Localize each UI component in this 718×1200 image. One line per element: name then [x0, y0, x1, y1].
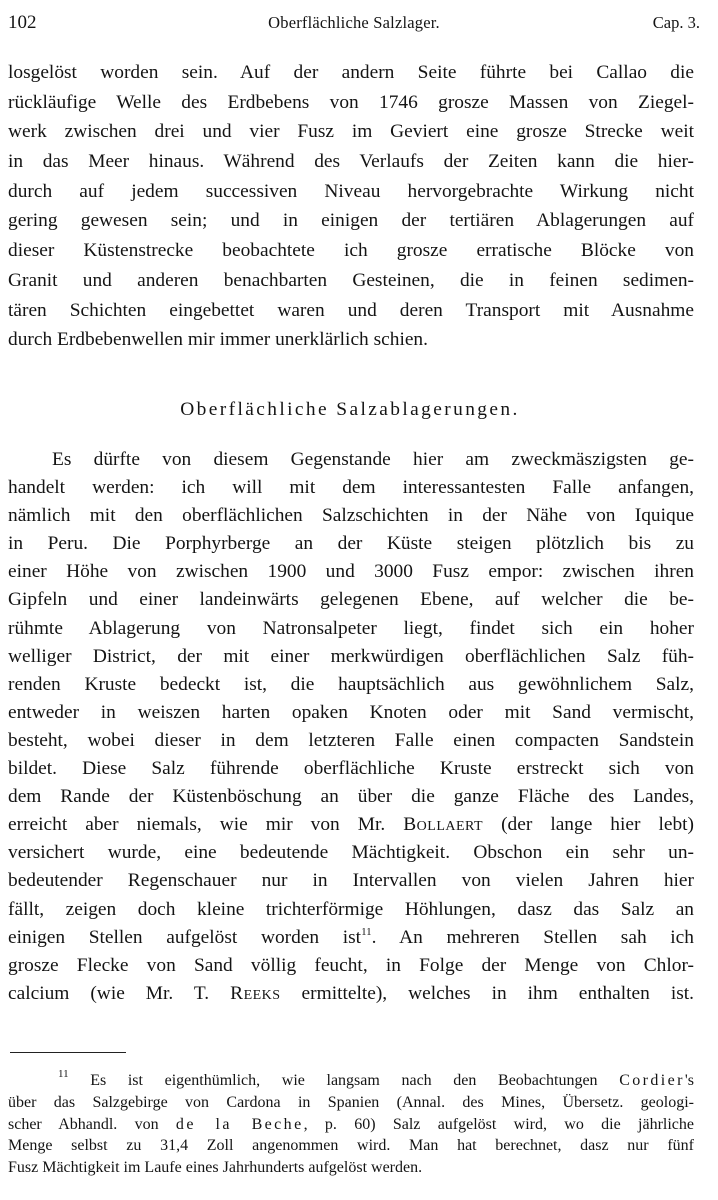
text-line	[8, 924, 694, 952]
text-line: welliger District, der mit einer merkwürdigen oberflächlichen Salz füh-	[8, 645, 694, 667]
text-fragment: einigen Stellen aufgelöst worden ist	[8, 926, 362, 948]
person-name: Cordier	[619, 1072, 685, 1089]
person-name: de la Beche	[175, 1115, 304, 1133]
paragraph-salt-deposits	[8, 446, 694, 1008]
text-fragment: Es ist eigenthümlich, wie langsam nach den Beobachtungen	[68, 1072, 620, 1089]
person-name: Reeks	[230, 982, 281, 1004]
text-line: tären Schichten eingebettet waren und deren Transport mit Ausnahme	[8, 299, 694, 321]
text-line: einer Höhe von zwischen 1900 und 3000 Fusz empor: zwischen ihren	[8, 561, 694, 583]
footnote-reference: 11	[361, 925, 372, 938]
text-line: nämlich mit den oberflächlichen Salzschichten in der Nähe von Iquique	[8, 505, 694, 527]
text-fragment: ermittelte), welches in ihm enthalten ist.	[280, 982, 694, 1004]
text-line: fällt, zeigen doch kleine trichterförmige Höhlungen, dasz das Salz an	[8, 898, 694, 920]
running-title: Oberflächliche Salzlager.	[268, 13, 440, 32]
text-line: durch Erdbebenwellen mir immer unerklärlich schien.	[8, 329, 428, 351]
text-line: entweder in weiszen harten opaken Knoten oder mit Sand vermischt,	[8, 701, 694, 723]
text-line	[8, 980, 694, 1008]
footnote-line: Menge selbst zu 31,4 Zoll angenommen wird. Man hat berechnet, dasz nur fünf	[8, 1137, 694, 1155]
text-line: rühmte Ablagerung von Natronsalpeter liegt, findet sich ein hoher	[8, 617, 694, 639]
footnote-line: über das Salzgebirge von Cardona in Spanien (Annal. des Mines, Übersetz. geologi-	[8, 1093, 694, 1111]
text-line: Granit und anderen benachbarten Gesteinen, die in feinen sedimen-	[8, 269, 694, 291]
text-line	[8, 811, 694, 839]
footnote-line	[8, 1114, 694, 1136]
paragraph-continuation	[8, 58, 694, 355]
text-line: bildet. Diese Salz führende oberflächliche Kruste erstreckt sich von	[8, 758, 694, 780]
text-fragment: . An mehreren Stellen sah ich	[371, 926, 694, 948]
text-line: dieser Küstenstrecke beobachtete ich grosze erratische Blöcke von	[8, 240, 694, 262]
footnote-line	[8, 1070, 694, 1092]
text-line: handelt werden: ich will mit dem interessantesten Falle anfangen,	[8, 477, 694, 499]
text-line: in Peru. Die Porphyrberge an der Küste steigen plötzlich bis zu	[8, 533, 694, 555]
text-line: in das Meer hinaus. Während des Verlaufs der Zeiten kann die hier-	[8, 151, 694, 173]
text-fragment: 's	[684, 1072, 694, 1089]
text-line: versichert wurde, eine bedeutende Mächtigkeit. Obschon ein sehr un-	[8, 842, 694, 864]
footnote-marker: 11	[58, 1068, 69, 1080]
person-name: Bollaert	[403, 814, 484, 836]
text-fragment: , p. 60) Salz aufgelöst wird, wo die jährliche	[303, 1115, 694, 1133]
text-line: Gipfeln und einer landeinwärts gelegenen Ebene, auf welcher die be-	[8, 589, 694, 611]
footnote-line: Fusz Mächtigkeit im Laufe eines Jahrhunderts aufgelöst werden.	[8, 1159, 423, 1177]
running-header	[8, 12, 700, 40]
text-line: renden Kruste bedeckt ist, die hauptsächlich aus gewöhnlichem Salz,	[8, 673, 694, 695]
text-line: bedeutender Regenschauer nur in Intervallen von vielen Jahren hier	[8, 870, 694, 892]
text-fragment: (der lange hier lebt)	[483, 814, 694, 836]
page-number: 102	[8, 12, 37, 33]
chapter-label: Cap. 3.	[652, 13, 700, 32]
section-heading: Oberflächliche Salzablagerungen.	[180, 399, 520, 420]
text-line: durch auf jedem successiven Niveau hervorgebrachte Wirkung nicht	[8, 180, 694, 202]
text-line: Es dürfte von diesem Gegenstande hier am zweckmäszigsten ge-	[52, 449, 694, 470]
text-line: losgelöst worden sein. Auf der andern Seite führte bei Callao die	[8, 62, 694, 83]
text-line: grosze Flecke von Sand völlig feucht, in Folge der Menge von Chlor-	[8, 954, 694, 976]
text-line: dem Rande der Küstenböschung an über die ganze Fläche des Landes,	[8, 786, 694, 808]
text-fragment: erreicht aber niemals, wie mir von Mr.	[8, 814, 404, 836]
text-line: gering gewesen sein; und in einigen der tertiären Ablagerungen auf	[8, 210, 694, 232]
footnote-rule	[10, 1052, 126, 1053]
text-line: werk zwischen drei und vier Fusz im Geviert eine grosze Strecke weit	[8, 121, 694, 143]
footnote	[8, 1070, 694, 1179]
text-fragment: calcium (wie Mr. T.	[8, 982, 231, 1004]
text-line: rückläufige Welle des Erdbebens von 1746 grosze Massen von Ziegel-	[8, 91, 694, 113]
text-line: besteht, wobei dieser in dem letzteren Falle einen compacten Sandstein	[8, 729, 694, 751]
text-fragment: scher Abhandl. von	[8, 1115, 176, 1133]
